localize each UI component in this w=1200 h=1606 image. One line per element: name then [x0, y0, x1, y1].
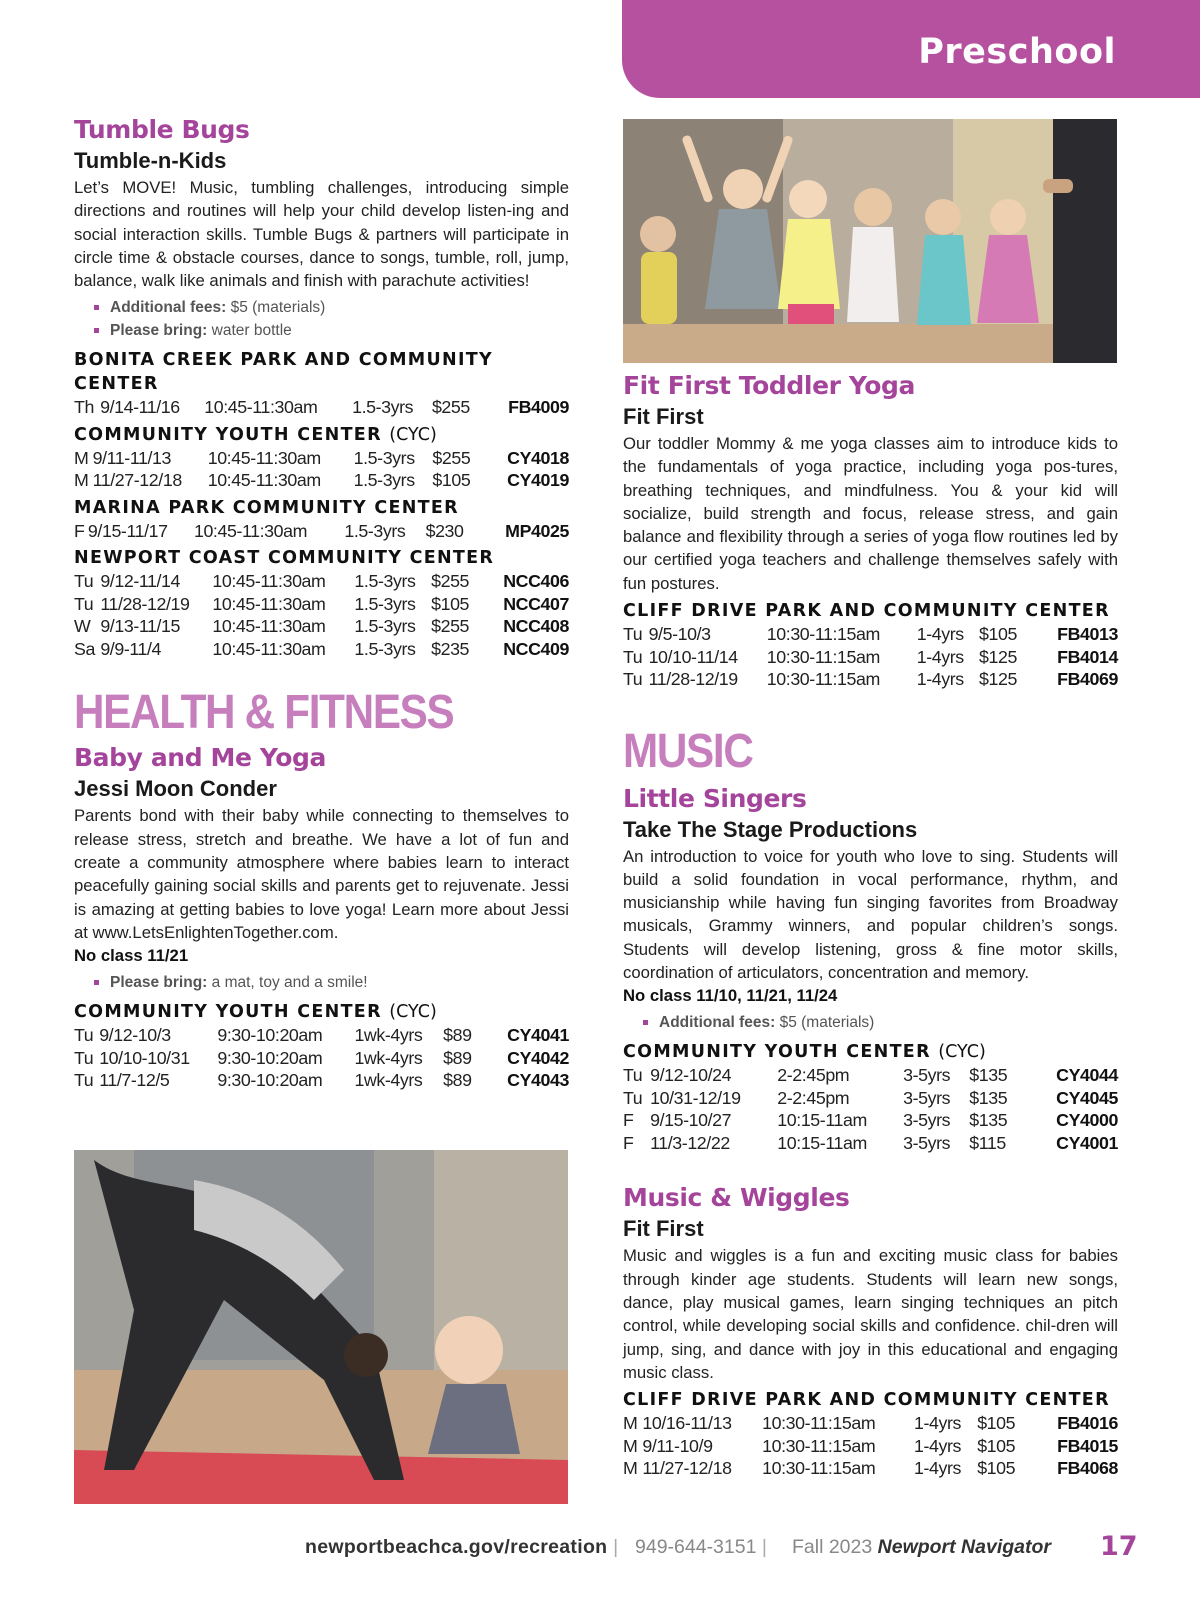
kids-dancing-illustration: [623, 119, 1117, 363]
page-footer: [0, 1531, 1200, 1564]
schedule-table: [74, 570, 569, 660]
baby-yoga-details: [94, 971, 569, 994]
table-row: Tu 11/7-12/5 9:30-10:20am 1wk-4yrs $89 CY4043: [74, 1070, 569, 1091]
location-heading: COMMUNITY YOUTH CENTER (CYC): [623, 1042, 986, 1063]
section-heading-music: MUSIC: [623, 724, 753, 778]
provider-fit-first: Fit First: [623, 1216, 704, 1242]
provider-fit-first: Fit First: [623, 404, 704, 429]
schedule-table: [74, 520, 569, 543]
table-row: F 9/15-10/27 10:15-11am 3-5yrs $135 CY4000: [623, 1110, 1118, 1131]
location-heading: CLIFF DRIVE PARK AND COMMUNITY CENTER: [623, 601, 1110, 622]
toddler-yoga-description: Our toddler Mommy & me yoga classes aim to introduce kids to the fundamentals of yoga practice, including yoga pos-tures, breathing techniques, and mindfulness. You & your kid will socialize, build strength and focus, release stress, and gain balance and flexibility through a series of yoga flow routines led by our certified yoga teachers and challenge themselves safely with fun postures.: [623, 434, 1118, 593]
schedule-table: [623, 1412, 1118, 1480]
location-heading: BONITA CREEK PARK AND COMMUNITY CENTER: [74, 350, 493, 395]
location-heading: COMMUNITY YOUTH CENTER (CYC): [74, 1002, 437, 1023]
bring-bullet: Please bring: water bottle: [94, 319, 569, 342]
table-row: F 9/15-11/17 10:45-11:30am 1.5-3yrs $230 MP4025: [74, 520, 569, 541]
provider-tumble-n-kids: Tumble-n-Kids: [74, 148, 227, 173]
table-row: Tu 9/12-10/24 2-2:45pm 3-5yrs $135 CY4044: [623, 1065, 1118, 1086]
table-row: M 11/27-12/18 10:30-11:15am 1-4yrs $105 FB4068: [623, 1458, 1118, 1479]
bring-bullet: Please bring: a mat, toy and a smile!: [94, 971, 569, 994]
provider-take-the-stage: Take The Stage Productions: [623, 816, 918, 842]
left-column: [74, 114, 569, 1092]
schedule-table: [74, 396, 569, 419]
location-heading: CLIFF DRIVE PARK AND COMMUNITY CENTER: [623, 1390, 1110, 1411]
baby-yoga-photo: [74, 1150, 568, 1504]
table-row: Tu 10/10-11/14 10:30-11:15am 1-4yrs $125 FB4014: [623, 646, 1118, 667]
footer-phone: 949-644-3151 |: [635, 1536, 767, 1558]
table-row: Tu 10/10-10/31 9:30-10:20am 1wk-4yrs $89 CY4042: [74, 1047, 569, 1068]
tumble-bugs-description: Let’s MOVE! Music, tumbling challenges, introducing simple directions and routines will help your child develop listen-ing and social interaction skills. Tumble Bugs & partners will participate in circle time & obstacle courses, dance to songs, tumble, roll, jump, balance, walk like animals and finish with parachute activities!: [74, 178, 569, 291]
section-heading-health-fitness: HEALTH & FITNESS: [74, 686, 454, 740]
table-row: Tu 10/31-12/19 2-2:45pm 3-5yrs $135 CY4045: [623, 1087, 1118, 1108]
baby-yoga-description: Parents bond with their baby while connecting to themselves to release stress, stretch and breathe. We have a lot of fun and create a community atmosphere where babies learn to interact peacefully gaining social skills and parents get to rejuvenate. Jessi is amazing at getting babies to love yoga! Learn more about Jessi at www.LetsEnlightenTogether.com.: [74, 806, 569, 942]
program-title-tumble-bugs: Tumble Bugs: [74, 115, 250, 144]
baby-yoga-note: No class 11/21: [74, 946, 189, 966]
baby-yoga-illustration: [74, 1150, 568, 1504]
fees-bullet: Additional fees: $5 (materials): [94, 296, 569, 319]
table-row: M 9/11-10/9 10:30-11:15am 1-4yrs $105 FB4015: [623, 1435, 1118, 1456]
little-singers-description: An introduction to voice for youth who love to sing. Students will build a solid foundation in vocal performance, rhythm, and musicianship while having fun singing favorites from Broadway musicals, Grammy winners, and popular children’s songs. Students will develop listening, gross & fine motor skills, coordination of articulators, concentration and memory.: [623, 846, 1118, 983]
table-row: W 9/13-11/15 10:45-11:30am 1.5-3yrs $255 NCC408: [74, 616, 569, 637]
table-row: M 10/16-11/13 10:30-11:15am 1-4yrs $105 FB4016: [623, 1413, 1118, 1434]
schedule-table: [623, 1064, 1118, 1154]
program-title-music-wiggles: Music & Wiggles: [623, 1183, 850, 1213]
right-column: [623, 370, 1118, 1480]
program-title-toddler-yoga: Fit First Toddler Yoga: [623, 371, 916, 400]
section-tab-title: Preschool: [918, 32, 1116, 72]
location-heading: NEWPORT COAST COMMUNITY CENTER: [74, 548, 495, 569]
schedule-table: [74, 447, 569, 492]
little-singers-note: No class 11/10, 11/21, 11/24: [623, 986, 838, 1006]
page-number: 17: [1100, 1531, 1138, 1562]
table-row: Tu 9/5-10/3 10:30-11:15am 1-4yrs $105 FB4013: [623, 624, 1118, 645]
footer-publication: Fall 2023 Newport Navigator: [792, 1536, 1051, 1558]
table-row: Th 9/14-11/16 10:45-11:30am 1.5-3yrs $255 FB4009: [74, 397, 569, 418]
tumble-bugs-details: [94, 296, 569, 342]
schedule-table: [623, 623, 1118, 691]
table-row: Sa 9/9-11/4 10:45-11:30am 1.5-3yrs $235 NCC409: [74, 638, 569, 659]
table-row: Tu 9/12-10/3 9:30-10:20am 1wk-4yrs $89 CY4041: [74, 1025, 569, 1046]
kids-dancing-photo: [623, 119, 1117, 363]
program-title-baby-yoga: Baby and Me Yoga: [74, 743, 326, 773]
schedule-table: [74, 1024, 569, 1092]
music-wiggles-description: Music and wiggles is a fun and exciting music class for babies through kinder age students. Students will learn new songs, dance, play musical games, learn singing techniques an pitch control, while developing social skills and confidence. chil-dren will jump, sing, and dance with joy in this educational and engaging music class.: [623, 1246, 1118, 1382]
fees-bullet: Additional fees: $5 (materials): [643, 1011, 1118, 1034]
table-row: M 11/27-12/18 10:45-11:30am 1.5-3yrs $105 CY4019: [74, 470, 569, 491]
table-row: Tu 11/28-12/19 10:45-11:30am 1.5-3yrs $105 NCC407: [74, 593, 569, 614]
little-singers-details: [643, 1011, 1118, 1034]
provider-jessi: Jessi Moon Conder: [74, 776, 277, 802]
location-heading: MARINA PARK COMMUNITY CENTER: [74, 497, 459, 518]
table-row: M 9/11-11/13 10:45-11:30am 1.5-3yrs $255 CY4018: [74, 447, 569, 468]
table-row: Tu 11/28-12/19 10:30-11:15am 1-4yrs $125 FB4069: [623, 669, 1118, 690]
table-row: Tu 9/12-11/14 10:45-11:30am 1.5-3yrs $255 NCC406: [74, 571, 569, 592]
location-heading: COMMUNITY YOUTH CENTER (CYC): [74, 424, 437, 445]
table-row: F 11/3-12/22 10:15-11am 3-5yrs $115 CY4001: [623, 1132, 1118, 1153]
program-title-little-singers: Little Singers: [623, 783, 807, 813]
footer-url-link[interactable]: newportbeachca.gov/recreation |: [305, 1536, 619, 1558]
section-tab: [622, 0, 1200, 98]
